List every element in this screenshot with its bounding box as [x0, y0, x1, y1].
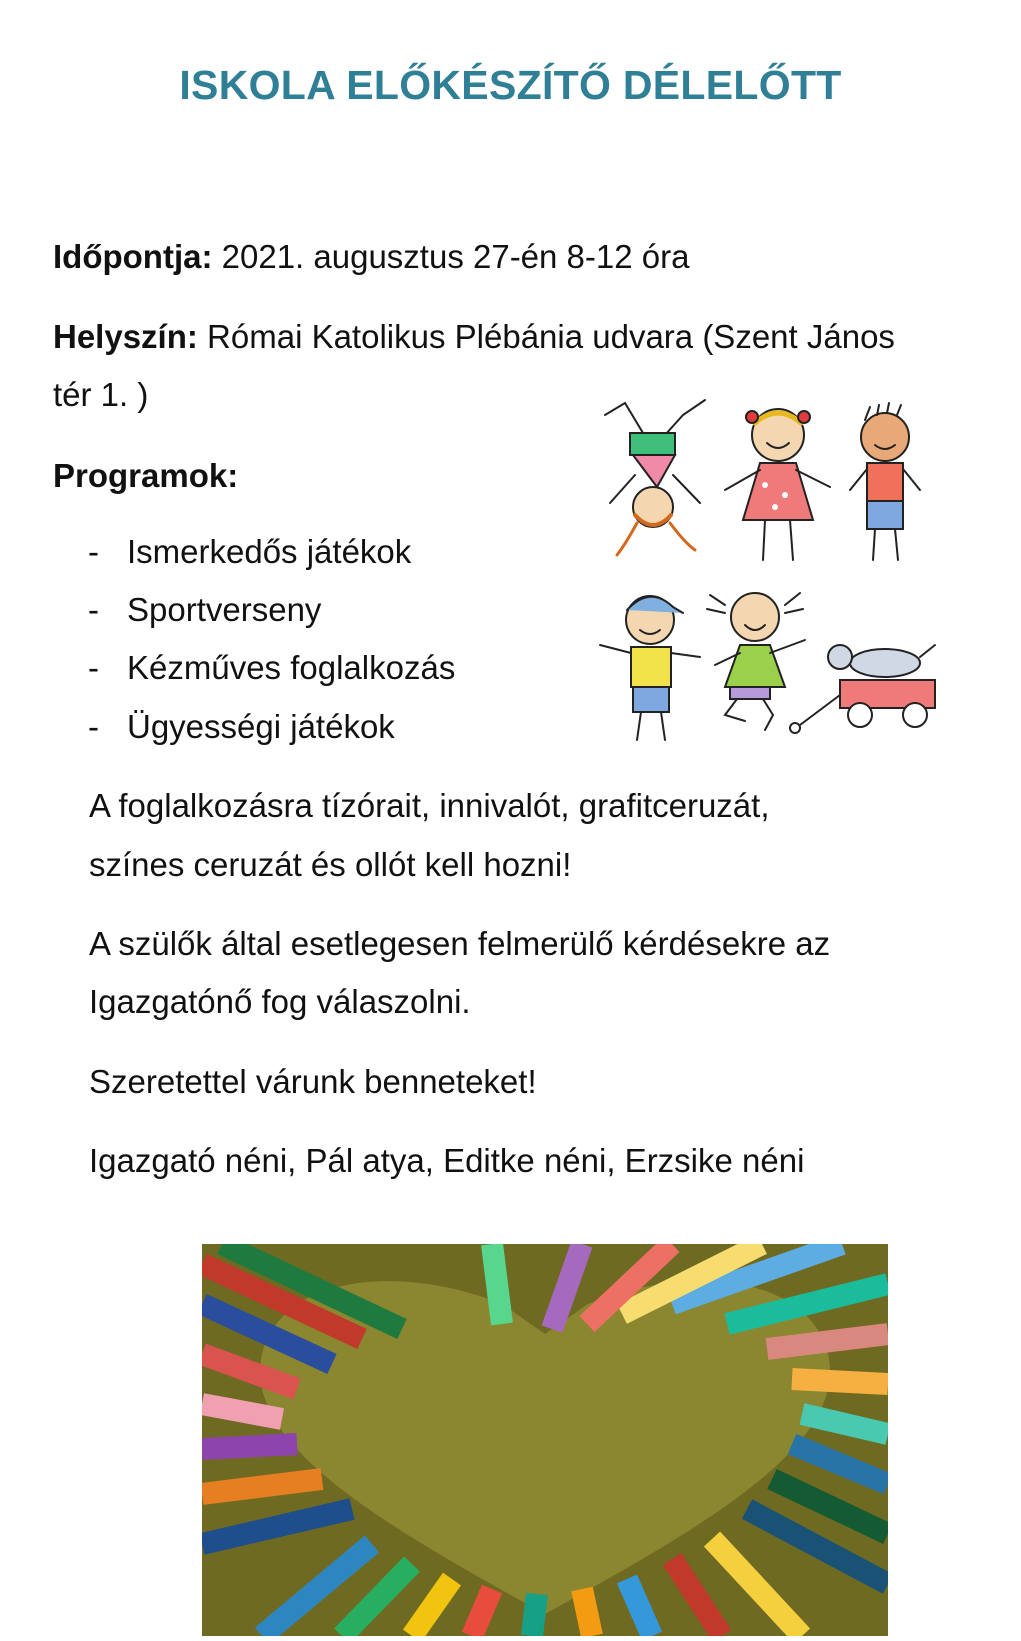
- welcome-text: Szeretettel várunk benneteket!: [89, 1063, 537, 1100]
- dog-in-wagon: [790, 645, 935, 733]
- upside-down-child: [605, 400, 705, 555]
- signature-text: Igazgató néni, Pál atya, Editke néni, Erzsike néni: [89, 1142, 805, 1179]
- girl-jumping: [707, 593, 805, 730]
- place-label: Helyszín:: [53, 318, 198, 355]
- bring-line-2: színes ceruzát és ollót kell hozni!: [89, 846, 572, 883]
- list-item: Kézműves foglalkozás: [127, 649, 456, 686]
- girl-with-bows: [725, 409, 830, 560]
- list-item: Ismerkedős játékok: [127, 533, 412, 570]
- list-dash: -: [88, 649, 99, 686]
- colored-pencils-photo: [202, 1244, 888, 1636]
- list-dash: -: [88, 591, 99, 628]
- place-line-2: tér 1. ): [53, 376, 149, 413]
- list-dash: -: [88, 708, 99, 745]
- list-dash: -: [88, 533, 99, 570]
- list-item: Ügyességi játékok: [127, 708, 395, 745]
- bring-line-1: A foglalkozásra tízórait, innivalót, grafitceruzát,: [89, 787, 770, 824]
- children-illustration: [595, 395, 965, 780]
- place-line: [53, 317, 895, 357]
- place-value: Római Katolikus Plébánia udvara (Szent János: [197, 318, 895, 355]
- page-title: ISKOLA ELŐKÉSZÍTŐ DÉLELŐTT: [179, 62, 842, 108]
- time-label: Időpontja:: [53, 238, 213, 275]
- questions-line-1: A szülők által esetlegesen felmerülő kérdésekre az: [89, 925, 831, 962]
- boy-right: [850, 403, 920, 560]
- boy-with-cap: [600, 596, 700, 740]
- questions-line-2: Igazgatónő fog válaszolni.: [89, 983, 471, 1020]
- programs-label: Programok:: [53, 457, 239, 494]
- time-value: 2021. augusztus 27-én 8-12 óra: [212, 238, 690, 275]
- list-item: Sportverseny: [127, 591, 322, 628]
- time-line: [53, 237, 689, 277]
